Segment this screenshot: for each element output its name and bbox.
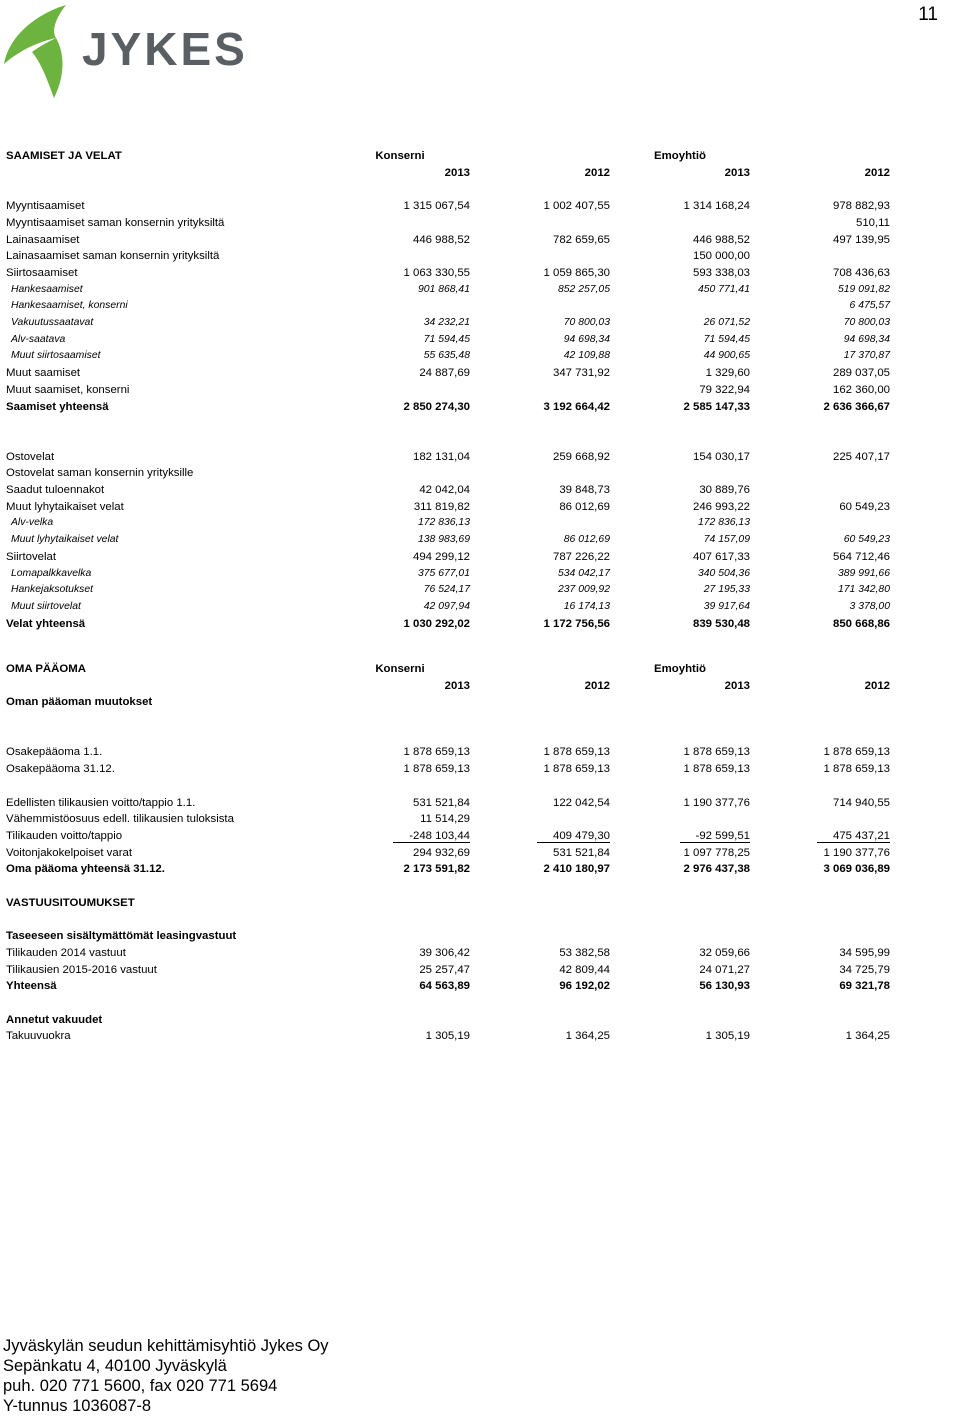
row-value: 531 521,84 <box>552 846 610 859</box>
row-label: Lainasaamiset <box>6 233 80 246</box>
jykes-logo <box>2 2 248 100</box>
row-label: Velat yhteensä <box>6 617 86 630</box>
row-value: 42 809,44 <box>559 963 610 976</box>
row-label: Tilikauden 2014 vastuut <box>6 946 126 959</box>
row-label: Muut saamiset, konserni <box>6 383 130 396</box>
row-label: Alv-velka <box>11 517 54 529</box>
row-value: 1 059 865,30 <box>543 266 610 279</box>
row-label: Muut siirtovelat <box>11 600 81 612</box>
year-header: 2012 <box>864 679 890 692</box>
row-value: 1 878 659,13 <box>683 746 750 759</box>
table-row <box>6 298 890 315</box>
row-value: 39 848,73 <box>559 484 610 497</box>
row-value: 375 677,01 <box>417 567 470 579</box>
row-value: 32 059,66 <box>699 946 750 959</box>
footer-address: Sepänkatu 4, 40100 Jyväskylä <box>3 1357 227 1375</box>
row-value: 510,11 <box>856 216 890 229</box>
row-value: 289 037,05 <box>832 367 890 380</box>
row-value: 79 322,94 <box>699 383 750 396</box>
row-value: 450 771,41 <box>697 283 750 295</box>
row-value <box>610 298 750 315</box>
table-row <box>6 1028 890 1045</box>
footer-company-name: Jyväskylän seudun kehittämisyhtiö Jykes Oy <box>3 1337 329 1355</box>
table-row <box>6 744 890 761</box>
row-value: 1 030 292,02 <box>403 617 470 630</box>
row-value: 96 192,02 <box>559 980 610 993</box>
row-value: 2 850 274,30 <box>403 400 470 413</box>
row-value <box>470 248 610 265</box>
row-value: 2 410 180,97 <box>543 863 610 876</box>
row-label: Muut siirtosaamiset <box>11 350 101 362</box>
row-value: 1 063 330,55 <box>403 266 470 279</box>
row-value: 534 042,17 <box>557 567 610 579</box>
group-header-emoyhtio: Emoyhtiö <box>654 150 706 162</box>
row-value: 225 407,17 <box>832 450 890 463</box>
group-header-konserni: Konserni <box>375 150 425 162</box>
row-value: 39 917,64 <box>703 600 750 612</box>
row-label: Myyntisaamiset <box>6 200 85 213</box>
row-value <box>330 382 470 399</box>
row-value <box>330 215 470 232</box>
table-row <box>6 265 890 282</box>
row-value: 340 504,36 <box>697 567 750 579</box>
row-value: 34 725,79 <box>839 963 890 976</box>
row-value: 494 299,12 <box>412 550 470 563</box>
row-value: 25 257,47 <box>419 963 470 976</box>
table-row <box>6 845 890 862</box>
row-value: 150 000,00 <box>692 250 750 263</box>
year-header: 2012 <box>864 166 890 179</box>
row-value: 56 130,93 <box>699 980 750 993</box>
page-number: 11 <box>918 4 938 25</box>
row-value: 42 109,88 <box>563 350 610 362</box>
row-label: Ostovelat saman konsernin yrityksille <box>6 467 194 480</box>
row-value: 53 382,58 <box>559 946 610 959</box>
row-value: 2 976 437,38 <box>683 863 750 876</box>
table-row <box>6 365 890 382</box>
row-label: Vähemmistöosuus edell. tilikausien tuloksista <box>6 813 234 826</box>
row-value: 76 524,17 <box>423 584 470 596</box>
row-label: Takuuvuokra <box>6 1030 71 1043</box>
row-value: 1 329,60 <box>705 367 750 380</box>
table-row <box>6 828 890 845</box>
row-value: 1 315 067,54 <box>403 200 470 213</box>
logo-wordmark: JYKES <box>82 23 248 75</box>
row-value: 2 585 147,33 <box>683 400 750 413</box>
row-value: 850 668,86 <box>832 617 890 630</box>
row-label: Lainasaamiset saman konsernin yrityksiltä <box>6 250 220 263</box>
row-value: 64 563,89 <box>419 980 470 993</box>
row-value: 172 836,13 <box>697 517 750 529</box>
row-value: 34 595,99 <box>839 946 890 959</box>
table-row <box>6 582 890 599</box>
section-title: OMA PÄÄOMA <box>6 663 86 675</box>
table-row <box>6 198 890 215</box>
table-row <box>6 332 890 349</box>
row-value: 1 878 659,13 <box>823 763 890 776</box>
section-title: SAAMISET JA VELAT <box>6 150 122 162</box>
row-value: -248 103,44 <box>330 828 470 845</box>
table-row <box>6 532 890 549</box>
row-value: 3 069 036,89 <box>823 863 890 876</box>
row-label: Saadut tuloennakot <box>6 484 105 497</box>
row-value: 86 012,69 <box>563 534 610 546</box>
row-label: Alv-saatava <box>11 333 66 345</box>
row-value: 497 139,95 <box>832 233 890 246</box>
row-value: 42 097,94 <box>423 600 470 612</box>
row-value: 1 364,25 <box>565 1030 610 1043</box>
row-value: 593 338,03 <box>692 266 750 279</box>
row-label: Tilikausien 2015-2016 vastuut <box>6 963 157 976</box>
row-value: 1 305,19 <box>705 1030 750 1043</box>
row-label: Siirtovelat <box>6 550 57 563</box>
row-value: 1 314 168,24 <box>683 200 750 213</box>
row-label: Muut lyhytaikaiset velat <box>6 500 124 513</box>
row-label: Osakepääoma 1.1. <box>6 746 103 759</box>
table-row <box>6 248 890 265</box>
row-value: 74 157,09 <box>703 534 750 546</box>
row-value: 787 226,22 <box>552 550 610 563</box>
row-value <box>750 465 890 482</box>
table-row <box>6 566 890 583</box>
year-header: 2013 <box>444 679 470 692</box>
row-value <box>750 515 890 532</box>
year-header: 2013 <box>444 166 470 179</box>
row-value: 2 636 366,67 <box>823 400 890 413</box>
row-value: 162 360,00 <box>832 383 890 396</box>
row-value: 1 364,25 <box>845 1030 890 1043</box>
table-row <box>6 795 890 812</box>
row-label: Siirtosaamiset <box>6 266 78 279</box>
row-value: 1 878 659,13 <box>403 746 470 759</box>
table-row <box>6 945 890 962</box>
row-value: 182 131,04 <box>412 450 470 463</box>
row-value: 246 993,22 <box>692 500 750 513</box>
section-title: VASTUUSITOUMUKSET <box>6 896 135 909</box>
row-label: Hankesaamiset <box>11 283 83 295</box>
row-value: 259 668,92 <box>552 450 610 463</box>
row-value <box>470 382 610 399</box>
row-value: 1 878 659,13 <box>543 746 610 759</box>
row-value <box>610 465 750 482</box>
row-value: 407 617,33 <box>692 550 750 563</box>
row-value: 16 174,13 <box>563 600 610 612</box>
row-value: 347 731,92 <box>552 367 610 380</box>
row-value: 446 988,52 <box>412 233 470 246</box>
row-value: 2 173 591,82 <box>403 863 470 876</box>
row-value <box>470 811 610 828</box>
row-value: 171 342,80 <box>837 584 890 596</box>
row-value: 3 378,00 <box>849 600 890 612</box>
row-value: 1 878 659,13 <box>823 746 890 759</box>
row-label: Hankesaamiset, konserni <box>11 300 128 312</box>
row-value: 311 819,82 <box>413 500 470 513</box>
row-label: Hankejaksotukset <box>11 584 94 596</box>
row-value <box>330 465 470 482</box>
row-value <box>750 482 890 499</box>
table-row <box>6 978 890 995</box>
receivables-liabilities-table <box>6 148 890 632</box>
row-value <box>750 811 890 828</box>
row-value: 1 190 377,76 <box>823 846 890 859</box>
row-value <box>330 248 470 265</box>
row-label: Ostovelat <box>6 450 55 463</box>
row-value: 1 878 659,13 <box>403 763 470 776</box>
row-value: 24 887,69 <box>419 367 470 380</box>
row-value: 42 042,04 <box>419 484 470 497</box>
row-value: 55 635,48 <box>423 350 470 362</box>
row-value <box>610 811 750 828</box>
group-header-konserni: Konserni <box>375 663 425 675</box>
row-label: Edellisten tilikausien voitto/tappio 1.1. <box>6 796 196 809</box>
footer-phone: puh. 020 771 5600, fax 020 771 5694 <box>3 1377 278 1395</box>
equity-table <box>6 661 890 1045</box>
year-header: 2013 <box>724 166 750 179</box>
row-value: 901 868,41 <box>417 283 470 295</box>
row-label: Saamiset yhteensä <box>6 400 109 413</box>
row-value: 70 800,03 <box>563 317 610 329</box>
row-value <box>470 515 610 532</box>
row-value: 409 479,30 <box>470 828 610 845</box>
row-value: 154 030,17 <box>692 450 750 463</box>
row-value: 237 009,92 <box>557 584 610 596</box>
row-value: 44 900,65 <box>703 350 750 362</box>
row-value: 564 712,46 <box>832 550 890 563</box>
row-value: 11 514,29 <box>420 813 470 826</box>
row-value: 3 192 664,42 <box>543 400 610 413</box>
table-row <box>6 861 890 878</box>
row-value: 39 306,42 <box>419 946 470 959</box>
row-value: 1 002 407,55 <box>543 200 610 213</box>
row-label: Yhteensä <box>6 980 57 993</box>
row-value: 138 983,69 <box>417 534 470 546</box>
row-value: 94 698,34 <box>563 333 610 345</box>
row-label: Lomapalkkavelka <box>11 567 92 579</box>
row-value: 839 530,48 <box>692 617 750 630</box>
row-value: -92 599,51 <box>610 828 750 845</box>
row-value: 714 940,55 <box>832 796 890 809</box>
row-value: 71 594,45 <box>703 333 750 345</box>
row-value: 86 012,69 <box>559 500 610 513</box>
logo-leaf-icon <box>2 2 82 100</box>
row-value: 852 257,05 <box>557 283 610 295</box>
year-header: 2012 <box>584 679 610 692</box>
table-row <box>6 449 890 466</box>
row-value: 389 991,66 <box>837 567 890 579</box>
table-row <box>6 482 890 499</box>
row-value: 1 172 756,56 <box>543 617 610 630</box>
row-value: 60 549,23 <box>843 534 890 546</box>
row-value: 26 071,52 <box>703 317 750 329</box>
row-label: Vakuutussaatavat <box>11 317 94 329</box>
row-value: 71 594,45 <box>423 333 470 345</box>
row-value: 294 932,69 <box>412 846 470 859</box>
row-label: Myyntisaamiset saman konsernin yrityksiltä <box>6 216 225 229</box>
row-value <box>610 215 750 232</box>
row-value: 24 071,27 <box>699 963 750 976</box>
row-value: 17 370,87 <box>843 350 890 362</box>
table-row <box>6 465 890 482</box>
subsection-title: Taseeseen sisältymättömät leasingvastuut <box>6 930 237 943</box>
section-subtitle: Oman pääoman muutokset <box>6 696 153 709</box>
row-value <box>470 465 610 482</box>
table-row <box>6 348 890 365</box>
table-row <box>6 599 890 616</box>
row-label: Oma pääoma yhteensä 31.12. <box>6 863 165 876</box>
table-row <box>6 232 890 249</box>
table-row <box>6 616 890 633</box>
year-header: 2013 <box>724 679 750 692</box>
table-row <box>6 761 890 778</box>
table-row <box>6 499 890 516</box>
row-label: Voitonjakokelpoiset varat <box>6 846 133 859</box>
row-label: Tilikauden voitto/tappio <box>6 829 123 842</box>
row-value: 1 878 659,13 <box>543 763 610 776</box>
row-value: 708 436,63 <box>832 266 890 279</box>
footer-business-id: Y-tunnus 1036087-8 <box>3 1397 152 1415</box>
row-value: 782 659,65 <box>552 233 610 246</box>
row-value: 30 889,76 <box>699 484 750 497</box>
row-label: Osakepääoma 31.12. <box>6 763 115 776</box>
table-row <box>6 315 890 332</box>
row-value <box>470 298 610 315</box>
table-row <box>6 549 890 566</box>
row-value: 27 195,33 <box>703 584 750 596</box>
row-value <box>470 215 610 232</box>
row-value: 978 882,93 <box>832 200 890 213</box>
row-value: 1 190 377,76 <box>683 796 750 809</box>
row-value: 519 091,82 <box>837 283 890 295</box>
row-value: 475 437,21 <box>750 828 890 845</box>
table-row <box>6 382 890 399</box>
company-footer <box>3 1336 329 1416</box>
row-value: 172 836,13 <box>417 517 470 529</box>
row-value <box>330 298 470 315</box>
row-value: 446 988,52 <box>692 233 750 246</box>
table-row <box>6 811 890 828</box>
table-row <box>6 215 890 232</box>
table-row <box>6 962 890 979</box>
row-value: 1 097 778,25 <box>683 846 750 859</box>
row-value: 70 800,03 <box>843 317 890 329</box>
row-value: 69 321,78 <box>839 980 890 993</box>
row-value: 60 549,23 <box>839 500 890 513</box>
subsection-title: Annetut vakuudet <box>6 1013 103 1026</box>
row-label: Muut saamiset <box>6 367 81 380</box>
row-value: 122 042,54 <box>552 796 610 809</box>
row-value: 94 698,34 <box>843 333 890 345</box>
row-value: 6 475,57 <box>849 300 890 312</box>
table-row <box>6 399 890 416</box>
row-value <box>750 248 890 265</box>
row-value: 531 521,84 <box>412 796 470 809</box>
row-label: Muut lyhytaikaiset velat <box>11 534 119 546</box>
row-value: 1 878 659,13 <box>683 763 750 776</box>
row-value: 1 305,19 <box>425 1030 470 1043</box>
row-value: 34 232,21 <box>423 317 470 329</box>
table-row <box>6 282 890 299</box>
year-header: 2012 <box>584 166 610 179</box>
table-row <box>6 515 890 532</box>
group-header-emoyhtio: Emoyhtiö <box>654 663 706 675</box>
